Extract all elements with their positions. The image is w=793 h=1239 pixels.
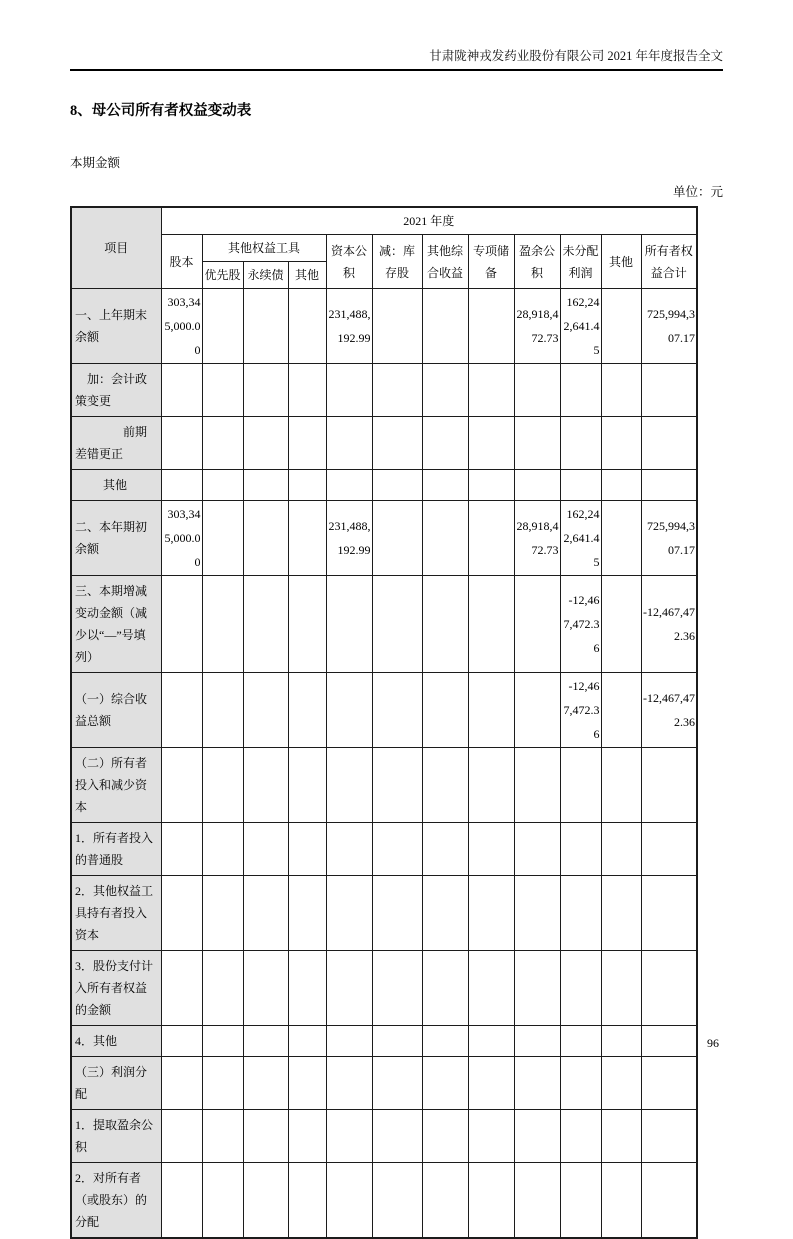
empty-cell <box>514 1110 560 1163</box>
empty-cell <box>601 364 641 417</box>
empty-cell <box>202 876 243 951</box>
table-row <box>71 748 697 823</box>
empty-cell <box>288 951 326 1026</box>
equity-change-table <box>70 206 698 1239</box>
doc-header-text: 甘肃陇神戎发药业股份有限公司 2021 年年度报告全文 <box>429 49 723 63</box>
empty-cell <box>288 1163 326 1239</box>
empty-cell <box>641 951 697 1026</box>
empty-cell <box>601 876 641 951</box>
row-label: 前期差错更正 <box>71 417 161 470</box>
empty-cell <box>560 823 601 876</box>
empty-cell <box>601 823 641 876</box>
column-header-surplus-reserve: 盈余公积 <box>514 235 560 289</box>
empty-cell <box>372 470 422 501</box>
empty-cell <box>468 364 514 417</box>
column-header-special-reserve: 专项储备 <box>468 235 514 289</box>
empty-cell <box>161 1110 202 1163</box>
empty-cell <box>288 823 326 876</box>
empty-cell <box>288 364 326 417</box>
value-cell: -12,467,472.36 <box>560 673 601 748</box>
table-row <box>71 1163 697 1239</box>
empty-cell <box>422 951 468 1026</box>
row-label: 一、上年期末余额 <box>71 289 161 364</box>
row-label: 4．其他 <box>71 1026 161 1057</box>
row-label: 其他 <box>71 470 161 501</box>
doc-header <box>70 48 723 64</box>
empty-cell <box>514 470 560 501</box>
empty-cell <box>288 501 326 576</box>
empty-cell <box>288 1057 326 1110</box>
row-label: 2．对所有者（或股东）的分配 <box>71 1163 161 1239</box>
empty-cell <box>514 1057 560 1110</box>
empty-cell <box>243 576 288 673</box>
empty-cell <box>161 951 202 1026</box>
empty-cell <box>161 876 202 951</box>
empty-cell <box>243 748 288 823</box>
column-header-total-owners-equity: 所有者权益合计 <box>641 235 697 289</box>
page-number: 96 <box>707 1036 719 1050</box>
empty-cell <box>468 951 514 1026</box>
empty-cell <box>601 470 641 501</box>
table-row <box>71 417 697 470</box>
empty-cell <box>514 364 560 417</box>
column-header-year: 2021 年度 <box>161 207 697 235</box>
column-header-perpetual-bonds: 永续债 <box>243 262 288 289</box>
empty-cell <box>372 1026 422 1057</box>
empty-cell <box>243 1163 288 1239</box>
empty-cell <box>326 1026 372 1057</box>
empty-cell <box>161 1026 202 1057</box>
empty-cell <box>422 501 468 576</box>
empty-cell <box>422 748 468 823</box>
empty-cell <box>641 748 697 823</box>
table-row <box>71 823 697 876</box>
empty-cell <box>202 748 243 823</box>
empty-cell <box>161 673 202 748</box>
empty-cell <box>288 417 326 470</box>
row-label: 1．所有者投入的普通股 <box>71 823 161 876</box>
column-header-other: 其他 <box>601 235 641 289</box>
table-row <box>71 289 697 364</box>
value-cell: 231,488,192.99 <box>326 501 372 576</box>
table-row <box>71 364 697 417</box>
empty-cell <box>372 823 422 876</box>
column-header-other-comprehensive-income: 其他综合收益 <box>422 235 468 289</box>
empty-cell <box>202 951 243 1026</box>
row-label: （二）所有者投入和减少资本 <box>71 748 161 823</box>
empty-cell <box>468 876 514 951</box>
empty-cell <box>641 364 697 417</box>
empty-cell <box>560 364 601 417</box>
empty-cell <box>601 673 641 748</box>
empty-cell <box>243 470 288 501</box>
empty-cell <box>641 470 697 501</box>
empty-cell <box>422 673 468 748</box>
table-row <box>71 470 697 501</box>
empty-cell <box>514 876 560 951</box>
empty-cell <box>422 289 468 364</box>
empty-cell <box>601 501 641 576</box>
empty-cell <box>468 1057 514 1110</box>
value-cell: -12,467,472.36 <box>641 576 697 673</box>
empty-cell <box>422 823 468 876</box>
column-header-less-treasury-stock: 减：库存股 <box>372 235 422 289</box>
value-cell: 231,488,192.99 <box>326 289 372 364</box>
empty-cell <box>288 1026 326 1057</box>
empty-cell <box>422 1057 468 1110</box>
table-row <box>71 1026 697 1057</box>
value-cell: 303,345,000.00 <box>161 501 202 576</box>
row-label: 二、本年期初余额 <box>71 501 161 576</box>
empty-cell <box>202 673 243 748</box>
empty-cell <box>202 470 243 501</box>
empty-cell <box>288 289 326 364</box>
empty-cell <box>514 748 560 823</box>
empty-cell <box>161 364 202 417</box>
column-header-capital-reserve: 资本公积 <box>326 235 372 289</box>
empty-cell <box>641 1163 697 1239</box>
empty-cell <box>202 576 243 673</box>
empty-cell <box>288 876 326 951</box>
row-label: （一）综合收益总额 <box>71 673 161 748</box>
empty-cell <box>288 748 326 823</box>
column-header-preferred-shares: 优先股 <box>202 262 243 289</box>
table-row <box>71 876 697 951</box>
empty-cell <box>288 576 326 673</box>
empty-cell <box>326 823 372 876</box>
empty-cell <box>422 417 468 470</box>
table-row <box>71 951 697 1026</box>
table-row <box>71 1110 697 1163</box>
empty-cell <box>514 417 560 470</box>
empty-cell <box>468 673 514 748</box>
empty-cell <box>202 823 243 876</box>
empty-cell <box>243 823 288 876</box>
empty-cell <box>243 1026 288 1057</box>
empty-cell <box>468 501 514 576</box>
empty-cell <box>514 1026 560 1057</box>
empty-cell <box>288 673 326 748</box>
empty-cell <box>372 364 422 417</box>
empty-cell <box>560 748 601 823</box>
empty-cell <box>468 417 514 470</box>
column-header-other-equity-instruments: 其他权益工具 <box>202 235 326 262</box>
empty-cell <box>326 1110 372 1163</box>
empty-cell <box>514 823 560 876</box>
empty-cell <box>560 876 601 951</box>
empty-cell <box>372 417 422 470</box>
empty-cell <box>326 876 372 951</box>
empty-cell <box>601 1057 641 1110</box>
empty-cell <box>372 1110 422 1163</box>
empty-cell <box>601 1110 641 1163</box>
empty-cell <box>601 576 641 673</box>
empty-cell <box>641 417 697 470</box>
row-label: （三）利润分配 <box>71 1057 161 1110</box>
table-header <box>71 207 697 289</box>
empty-cell <box>288 470 326 501</box>
empty-cell <box>326 1163 372 1239</box>
empty-cell <box>243 1110 288 1163</box>
empty-cell <box>560 1110 601 1163</box>
empty-cell <box>288 1110 326 1163</box>
empty-cell <box>422 364 468 417</box>
row-label: 三、本期增减变动金额（减少以“—”号填列） <box>71 576 161 673</box>
empty-cell <box>372 1163 422 1239</box>
value-cell: 28,918,472.73 <box>514 289 560 364</box>
empty-cell <box>372 876 422 951</box>
empty-cell <box>468 1163 514 1239</box>
empty-cell <box>468 289 514 364</box>
empty-cell <box>243 417 288 470</box>
empty-cell <box>372 951 422 1026</box>
empty-cell <box>161 748 202 823</box>
empty-cell <box>468 748 514 823</box>
table-body <box>71 289 697 1239</box>
empty-cell <box>161 470 202 501</box>
empty-cell <box>422 470 468 501</box>
header-row-year <box>71 207 697 235</box>
empty-cell <box>202 364 243 417</box>
empty-cell <box>243 501 288 576</box>
empty-cell <box>243 876 288 951</box>
empty-cell <box>422 876 468 951</box>
empty-cell <box>202 289 243 364</box>
row-label: 1．提取盈余公积 <box>71 1110 161 1163</box>
empty-cell <box>641 823 697 876</box>
empty-cell <box>161 823 202 876</box>
header-row-groups <box>71 235 697 262</box>
empty-cell <box>560 1163 601 1239</box>
column-header-instruments-other: 其他 <box>288 262 326 289</box>
empty-cell <box>243 289 288 364</box>
empty-cell <box>372 576 422 673</box>
empty-cell <box>326 1057 372 1110</box>
empty-cell <box>468 1026 514 1057</box>
empty-cell <box>601 1026 641 1057</box>
empty-cell <box>468 823 514 876</box>
empty-cell <box>641 876 697 951</box>
empty-cell <box>601 748 641 823</box>
column-header-item: 项目 <box>71 207 161 289</box>
empty-cell <box>326 470 372 501</box>
empty-cell <box>422 576 468 673</box>
empty-cell <box>326 576 372 673</box>
empty-cell <box>161 417 202 470</box>
empty-cell <box>161 576 202 673</box>
empty-cell <box>560 470 601 501</box>
empty-cell <box>202 1057 243 1110</box>
empty-cell <box>514 576 560 673</box>
value-cell: 162,242,641.45 <box>560 289 601 364</box>
empty-cell <box>202 1026 243 1057</box>
value-cell: 162,242,641.45 <box>560 501 601 576</box>
value-cell: 725,994,307.17 <box>641 289 697 364</box>
empty-cell <box>243 364 288 417</box>
empty-cell <box>372 673 422 748</box>
empty-cell <box>161 1163 202 1239</box>
empty-cell <box>202 417 243 470</box>
empty-cell <box>372 1057 422 1110</box>
empty-cell <box>468 576 514 673</box>
empty-cell <box>326 748 372 823</box>
empty-cell <box>243 673 288 748</box>
empty-cell <box>326 364 372 417</box>
value-cell: -12,467,472.36 <box>560 576 601 673</box>
empty-cell <box>326 951 372 1026</box>
column-header-share-capital: 股本 <box>161 235 202 289</box>
empty-cell <box>326 417 372 470</box>
empty-cell <box>243 1057 288 1110</box>
unit-label: 单位：元 <box>672 185 723 199</box>
empty-cell <box>202 1110 243 1163</box>
empty-cell <box>202 501 243 576</box>
value-cell: 28,918,472.73 <box>514 501 560 576</box>
value-cell: 303,345,000.00 <box>161 289 202 364</box>
empty-cell <box>372 289 422 364</box>
table-row <box>71 1057 697 1110</box>
empty-cell <box>560 1057 601 1110</box>
empty-cell <box>641 1110 697 1163</box>
empty-cell <box>422 1110 468 1163</box>
empty-cell <box>326 673 372 748</box>
section-title: 8、母公司所有者权益变动表 <box>70 103 252 119</box>
empty-cell <box>601 289 641 364</box>
empty-cell <box>601 417 641 470</box>
table-row <box>71 501 697 576</box>
empty-cell <box>601 951 641 1026</box>
empty-cell <box>601 1163 641 1239</box>
empty-cell <box>560 1026 601 1057</box>
row-label: 加：会计政策变更 <box>71 364 161 417</box>
empty-cell <box>514 673 560 748</box>
row-label: 2．其他权益工具持有者投入资本 <box>71 876 161 951</box>
empty-cell <box>372 501 422 576</box>
empty-cell <box>468 1110 514 1163</box>
empty-cell <box>243 951 288 1026</box>
empty-cell <box>560 417 601 470</box>
empty-cell <box>202 1163 243 1239</box>
value-cell: -12,467,472.36 <box>641 673 697 748</box>
header-rule <box>70 69 723 71</box>
table-row <box>71 673 697 748</box>
empty-cell <box>422 1163 468 1239</box>
column-header-undistributed-profit: 未分配利润 <box>560 235 601 289</box>
empty-cell <box>468 470 514 501</box>
empty-cell <box>161 1057 202 1110</box>
empty-cell <box>514 951 560 1026</box>
empty-cell <box>560 951 601 1026</box>
value-cell: 725,994,307.17 <box>641 501 697 576</box>
period-label: 本期金额 <box>70 156 121 170</box>
empty-cell <box>372 748 422 823</box>
table-row <box>71 576 697 673</box>
empty-cell <box>422 1026 468 1057</box>
empty-cell <box>641 1026 697 1057</box>
row-label: 3．股份支付计入所有者权益的金额 <box>71 951 161 1026</box>
empty-cell <box>514 1163 560 1239</box>
empty-cell <box>641 1057 697 1110</box>
